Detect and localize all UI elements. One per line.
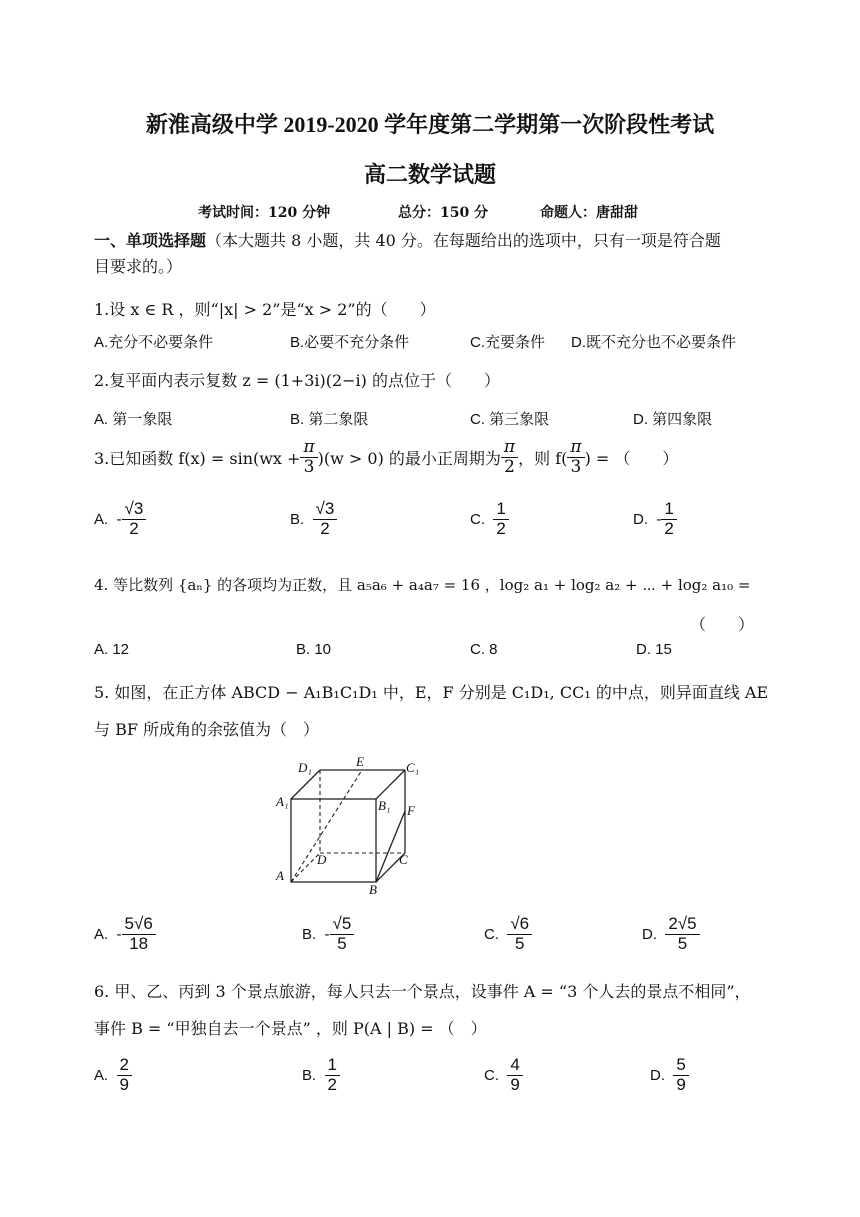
q3-option-c [470, 500, 509, 538]
hidden-edge [291, 853, 320, 882]
frac-num: 2√5 [665, 915, 699, 935]
q3-frac-den: 2 [504, 456, 515, 477]
q3-stem-part: ) = （ ） [584, 448, 679, 468]
section-description-cont: 目要求的。） [94, 257, 183, 276]
frac-num: √6 [507, 915, 532, 935]
total-score: 总分：150 分 [398, 205, 489, 221]
frac-num: 5 [673, 1056, 688, 1076]
option-label: D. [650, 1066, 665, 1084]
question-2-stem: 2.复平面内表示复数 z = (1+3i)(2−i) 的点位于（ ） [94, 371, 501, 390]
label-a1: A₁ [276, 794, 289, 809]
option-sign: - [116, 510, 122, 528]
label-e: E [356, 754, 364, 769]
exam-time: 考试时间：120 分钟 [198, 205, 331, 221]
question-6-stem-line1: 6. 甲、乙、丙到 3 个景点旅游，每人只去一个景点，设事件 A = “3 个人去的景点不相同”， [94, 982, 751, 1001]
option-label: B. [290, 510, 305, 528]
option-label: D. [633, 510, 648, 528]
frac-den: 9 [119, 1074, 129, 1094]
q1-option-a: A.充分不必要条件 [94, 334, 214, 351]
option-fraction [330, 915, 355, 953]
option-sign: - [656, 510, 662, 528]
option-label: C. [470, 510, 485, 528]
option-label: A. [94, 925, 109, 943]
q5-option-d [642, 915, 700, 953]
frac-den: 5 [677, 933, 688, 953]
frac-num: √3 [122, 500, 147, 520]
q5-option-b [302, 915, 354, 953]
frac-den: 2 [327, 1074, 337, 1094]
option-fraction [493, 500, 508, 538]
option-label: C. [484, 1066, 499, 1084]
question-5-stem-line1: 5. 如图，在正方体 ABCD − A₁B₁C₁D₁ 中，E，F 分别是 C₁D₁, CC₁ 的中点，则异面直线 AE [94, 683, 769, 702]
frac-num: 1 [661, 500, 676, 520]
frac-num: √3 [313, 500, 338, 520]
question-4-stem: 4. 等比数列 {aₙ} 的各项均为正数，且 a₅a₆ + a₄a₇ = 16 ，log₂ a₁ + log₂ a₂ + ⋯ + log₂ a₁₀ = [94, 576, 751, 594]
label-f: F [407, 803, 415, 818]
q3-option-a [94, 500, 146, 538]
q3-option-b [290, 500, 337, 538]
cube-edge [376, 770, 405, 799]
option-fraction [673, 1056, 688, 1094]
q4-option-a: A. 12 [94, 641, 130, 658]
frac-den: 5 [337, 933, 347, 953]
q3-stem-part: ，则 f( [518, 448, 568, 468]
label-c1: C₁ [406, 760, 420, 775]
q3-frac-num: π [501, 438, 518, 458]
frac-den: 2 [664, 518, 674, 538]
q3-frac-den: 3 [303, 456, 315, 477]
q3-frac-pi-2 [501, 438, 518, 476]
option-sign: - [116, 925, 122, 943]
frac-den: 18 [129, 933, 149, 953]
q3-stem-part: 3.已知函数 f(x) = sin(wx + [94, 448, 301, 468]
q2-option-b: B. 第二象限 [290, 411, 369, 428]
label-c: C [399, 852, 408, 867]
label-d: D [317, 852, 327, 867]
q2-option-d: D. 第四象限 [633, 411, 713, 428]
q4-option-b: B. 10 [296, 641, 332, 658]
q3-frac-num: π [567, 438, 584, 458]
frac-den: 2 [320, 518, 330, 538]
option-sign: - [324, 925, 330, 943]
frac-num: 1 [493, 500, 508, 520]
q3-frac-num: π [300, 438, 317, 458]
q3-option-d [633, 500, 677, 538]
section-heading-line [94, 228, 721, 251]
q5-option-a [94, 915, 156, 953]
q2-option-c: C. 第三象限 [470, 411, 550, 428]
frac-den: 2 [496, 518, 506, 538]
segment-ae [291, 770, 362, 882]
option-label: B. [302, 1066, 317, 1084]
option-label: A. [94, 1066, 109, 1084]
q1-option-d: D.既不充分也不必要条件 [571, 334, 737, 351]
frac-den: 2 [129, 518, 139, 538]
question-1-stem: 1.设 x ∈ R ，则“|x| > 2”是“x > 2”的（ ） [94, 300, 436, 319]
option-fraction [117, 1056, 132, 1094]
q5-option-c [484, 915, 532, 953]
q4-option-d: D. 15 [636, 641, 672, 658]
frac-den: 9 [510, 1074, 520, 1094]
exam-subtitle: 高二数学试题 [363, 162, 496, 187]
q4-answer-bracket: （ ） [690, 615, 755, 634]
section-heading: 一、单项选择题 [94, 231, 207, 250]
frac-den: 9 [676, 1074, 686, 1094]
exam-title: 新淮高级中学 2019-2020 学年度第二学期第一次阶段性考试 [145, 112, 715, 137]
q4-option-c: C. 8 [470, 641, 498, 658]
option-label: C. [484, 925, 499, 943]
frac-num: √5 [330, 915, 355, 935]
q6-option-a [94, 1056, 132, 1094]
option-fraction [665, 915, 699, 953]
q3-frac-pi-3 [300, 438, 317, 476]
frac-den: 5 [515, 933, 525, 953]
label-b1: B₁ [378, 798, 391, 813]
option-label: B. [302, 925, 317, 943]
cube-figure [268, 752, 428, 897]
option-fraction [325, 1056, 340, 1094]
option-fraction [313, 500, 338, 538]
frac-num: 1 [325, 1056, 340, 1076]
option-label: D. [642, 925, 657, 943]
option-fraction [122, 500, 147, 538]
q3-stem-part: )(w > 0) 的最小正周期为 [317, 448, 501, 468]
segment-bf [376, 811, 405, 882]
option-fraction [507, 1056, 522, 1094]
option-fraction [661, 500, 676, 538]
question-5-stem-line2: 与 BF 所成角的余弦值为（ ） [94, 720, 320, 739]
q6-option-c [484, 1056, 523, 1094]
option-label: A. [94, 510, 109, 528]
exam-author: 命题人：唐甜甜 [540, 205, 638, 221]
q3-frac-den: 3 [570, 456, 582, 477]
q6-option-d [650, 1056, 689, 1094]
section-description: （本大题共 8 小题，共 40 分。在每题给出的选项中，只有一项是符合题 [206, 231, 721, 250]
q2-option-a: A. 第一象限 [94, 411, 173, 428]
q1-option-b: B.必要不充分条件 [290, 334, 410, 351]
label-d1: D₁ [298, 760, 312, 775]
frac-num: 2 [117, 1056, 132, 1076]
q6-option-b [302, 1056, 340, 1094]
q3-frac-pi-3b [567, 438, 584, 476]
q1-option-c: C.充要条件 [470, 334, 546, 351]
option-fraction [122, 915, 156, 953]
frac-num: 4 [507, 1056, 522, 1076]
question-3-stem [94, 438, 678, 476]
label-a: A [276, 868, 284, 883]
frac-num: 5√6 [122, 915, 156, 935]
option-fraction [507, 915, 532, 953]
question-6-stem-line2: 事件 B = “甲独自去一个景点” ，则 P(A | B) = （ ） [94, 1019, 487, 1038]
label-b: B [369, 882, 377, 897]
